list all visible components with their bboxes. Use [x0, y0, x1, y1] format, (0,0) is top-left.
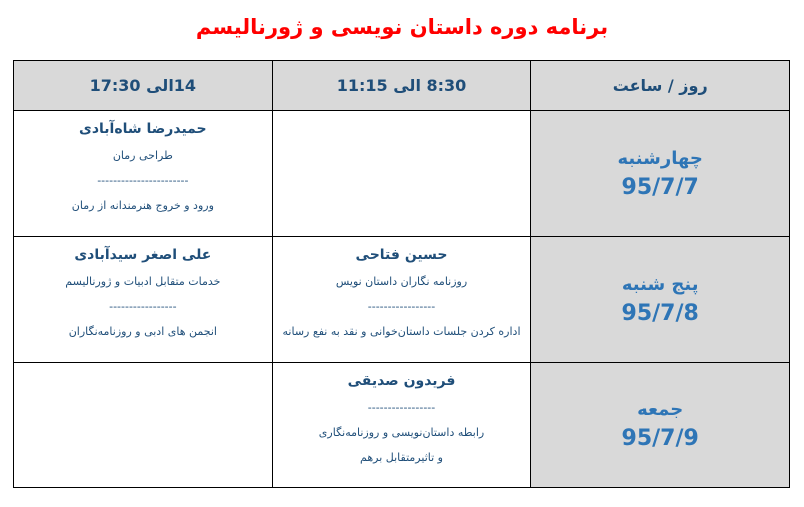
day-cell: [531, 363, 790, 488]
session-topic: ورود و خروج هنرمندانه از رمان: [71, 199, 214, 212]
day-date: 95/7/7: [621, 174, 699, 200]
separator-line: -----------------------: [97, 174, 189, 187]
session-topic: خدمات متقابل ادبیات و ژورنالیسم: [65, 275, 221, 288]
session-topic: انجمن های ادبی و روزنامه‌نگاران: [68, 325, 217, 338]
table-row: [14, 237, 790, 363]
session-topic: اداره کردن جلسات داستان‌خوانی و نقد به نفع رسانه: [282, 325, 521, 338]
table-header-row: [14, 61, 790, 111]
session-cell-empty: [272, 111, 531, 237]
session-cell: [272, 363, 531, 488]
day-cell: [531, 111, 790, 237]
separator-line: -----------------: [109, 300, 177, 313]
session-topic: و تاثیرمتقابل برهم: [360, 451, 443, 464]
day-date: 95/7/8: [621, 300, 699, 326]
session-cell: [14, 111, 273, 237]
schedule-table: [13, 60, 790, 488]
day-name: پنج شنبه: [621, 273, 699, 295]
session-topic: روزنامه نگاران داستان نویس: [335, 275, 468, 288]
day-date: 95/7/9: [621, 426, 699, 451]
session-topic: طراحی رمان: [112, 149, 173, 162]
speaker-name: علی اصغر سیدآبادی: [74, 247, 212, 263]
day-cell: [531, 237, 790, 363]
page-title: برنامه دوره داستان نویسی و ژورنالیسم: [195, 15, 609, 39]
table-row: [14, 111, 790, 237]
session-topic: رابطه داستان‌نویسی و روزنامه‌نگاری: [318, 426, 485, 439]
speaker-name: حسین فتاحی: [355, 247, 448, 263]
separator-line: -----------------: [367, 300, 436, 313]
session-cell: [272, 237, 531, 363]
speaker-name: حمیدرضا شاه‌آبادی: [79, 121, 207, 137]
session-cell: [14, 237, 273, 363]
speaker-name: فریدون صدیقی: [347, 373, 456, 389]
separator-line: -----------------: [367, 401, 436, 414]
day-name: جمعه: [637, 399, 684, 420]
table-row: [14, 363, 790, 488]
header-slot-afternoon: 14الی 17:30: [14, 61, 273, 111]
day-name: چهارشنبه: [617, 147, 703, 169]
header-day-time: روز / ساعت: [531, 61, 790, 111]
session-cell-empty: [14, 363, 273, 488]
header-slot-morning: 8:30 الی 11:15: [272, 61, 531, 111]
